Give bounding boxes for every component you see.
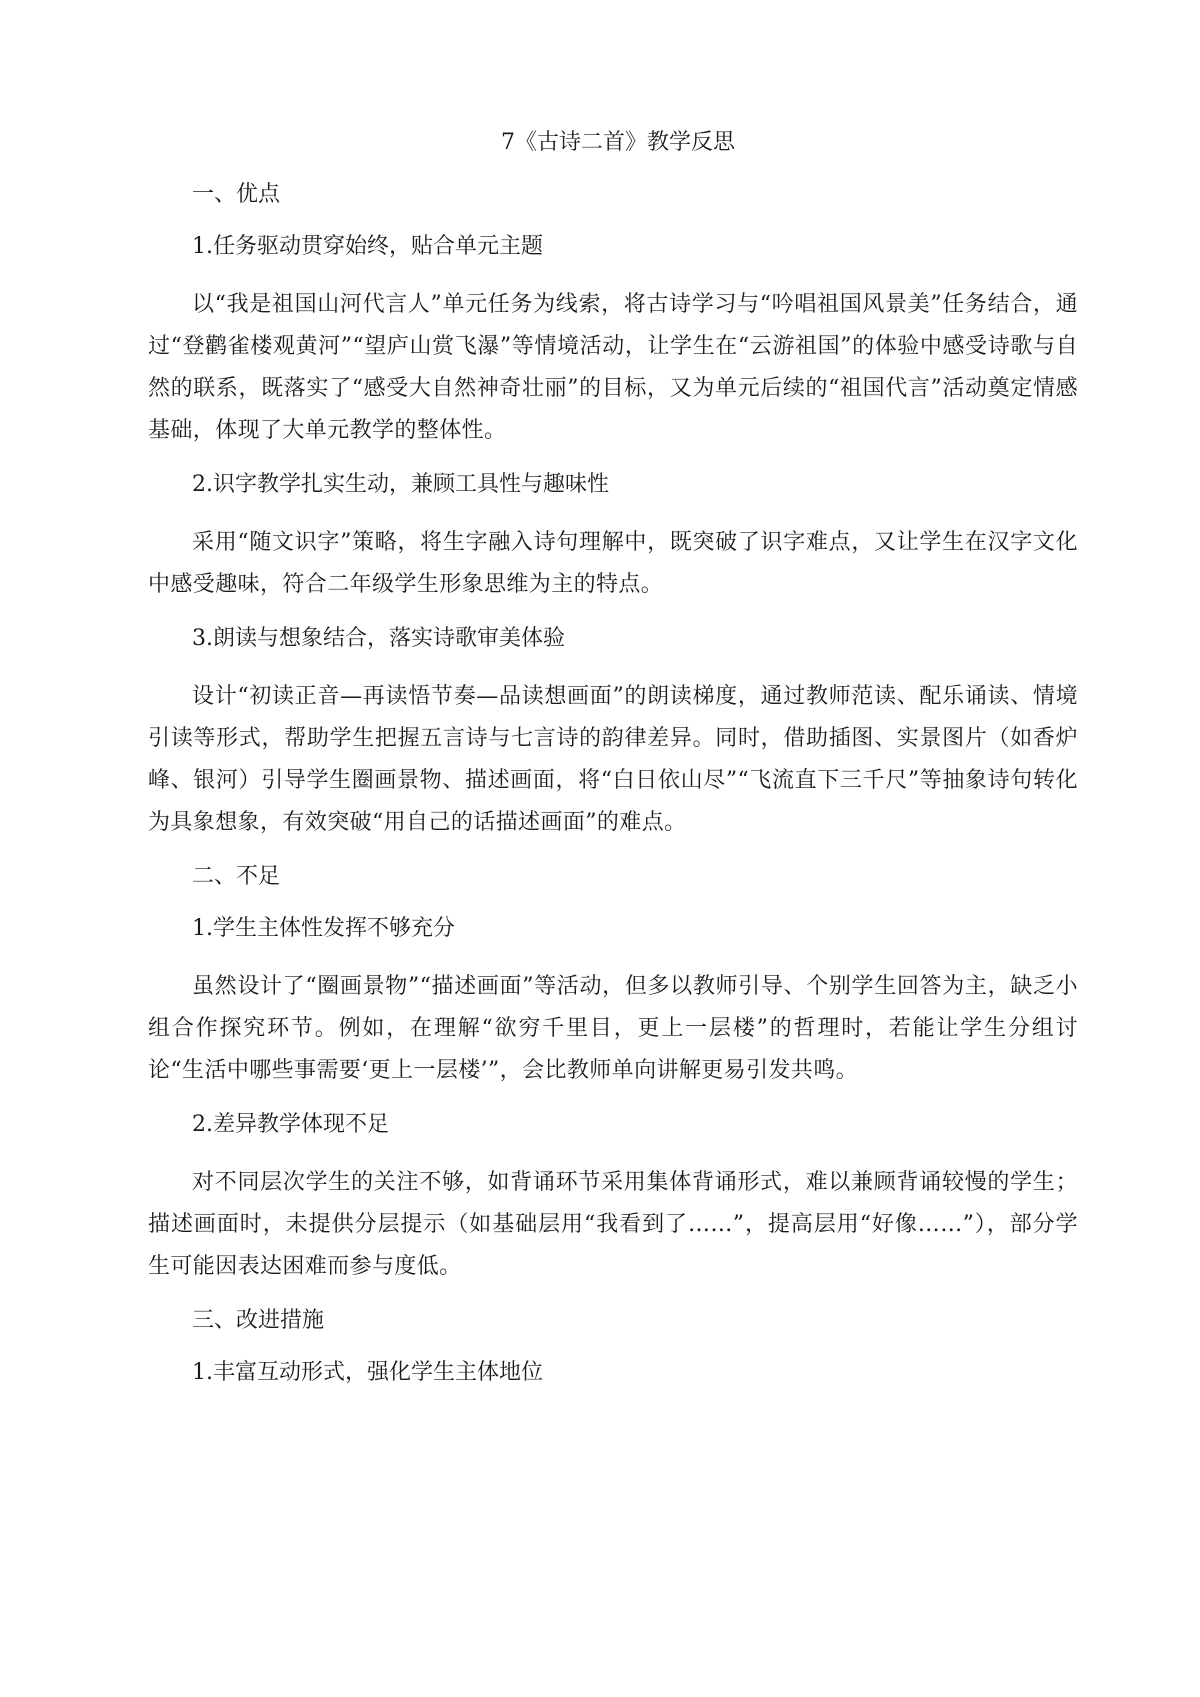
paragraph-reading-imagination: 设计“初读正音—再读悟节奏—品读想画面”的朗读梯度，通过教师范读、配乐诵读、情境引读等形式，帮助学生把握五言诗与七言诗的韵律差异。同时，借助插图、实景图片（如香炉峰、银河）引导学生圈画景物、描述画面，将“白日依山尽”“飞流直下三千尺”等抽象诗句转化为具象想象，有效突破“用自己的话描述画面”的难点。	[148, 684, 1078, 835]
paragraph-student-agency: 虽然设计了“圈画景物”“描述画面”等活动，但多以教师引导、个别学生回答为主，缺乏小组合作探究环节。例如，在理解“欲穷千里目，更上一层楼”的哲理时，若能让学生分组讨论“生活中哪些事需要‘更上一层楼’”，会比教师单向讲解更易引发共鸣。	[148, 974, 1078, 1083]
subheading-reading-imagination: 3.朗读与想象结合，落实诗歌审美体验	[192, 626, 565, 651]
paragraph-task-driven: 以“我是祖国山河代言人”单元任务为线索，将古诗学习与“吟唱祖国风景美”任务结合，通过“登鹳雀楼观黄河”“望庐山赏飞瀑”等情境活动，让学生在“云游祖国”的体验中感受诗歌与自然的联系，既落实了“感受大自然神奇壮丽”的目标，又为单元后续的“祖国代言”活动奠定情感基础，体现了大单元教学的整体性。	[148, 292, 1078, 443]
subheading-student-agency: 1.学生主体性发挥不够充分	[192, 916, 455, 941]
document-title: 7《古诗二首》教学反思	[501, 130, 735, 155]
section-heading-improvements: 三、改进措施	[192, 1308, 325, 1333]
paragraph-differentiation: 对不同层次学生的关注不够，如背诵环节采用集体背诵形式，难以兼顾背诵较慢的学生；描述画面时，未提供分层提示（如基础层用“我看到了……”，提高层用“好像……”），部分学生可能因表达困难而参与度低。	[148, 1170, 1078, 1279]
section-heading-advantages: 一、优点	[192, 182, 281, 207]
section-heading-shortcomings: 二、不足	[192, 864, 281, 889]
subheading-literacy: 2.识字教学扎实生动，兼顾工具性与趣味性	[192, 472, 609, 497]
paragraph-literacy: 采用“随文识字”策略，将生字融入诗句理解中，既突破了识字难点，又让学生在汉字文化中感受趣味，符合二年级学生形象思维为主的特点。	[148, 530, 1078, 597]
document-page	[148, 128, 1078, 1410]
subheading-task-driven: 1.任务驱动贯穿始终，贴合单元主题	[192, 234, 543, 259]
subheading-interaction: 1.丰富互动形式，强化学生主体地位	[192, 1360, 543, 1385]
subheading-differentiation: 2.差异教学体现不足	[192, 1112, 389, 1137]
